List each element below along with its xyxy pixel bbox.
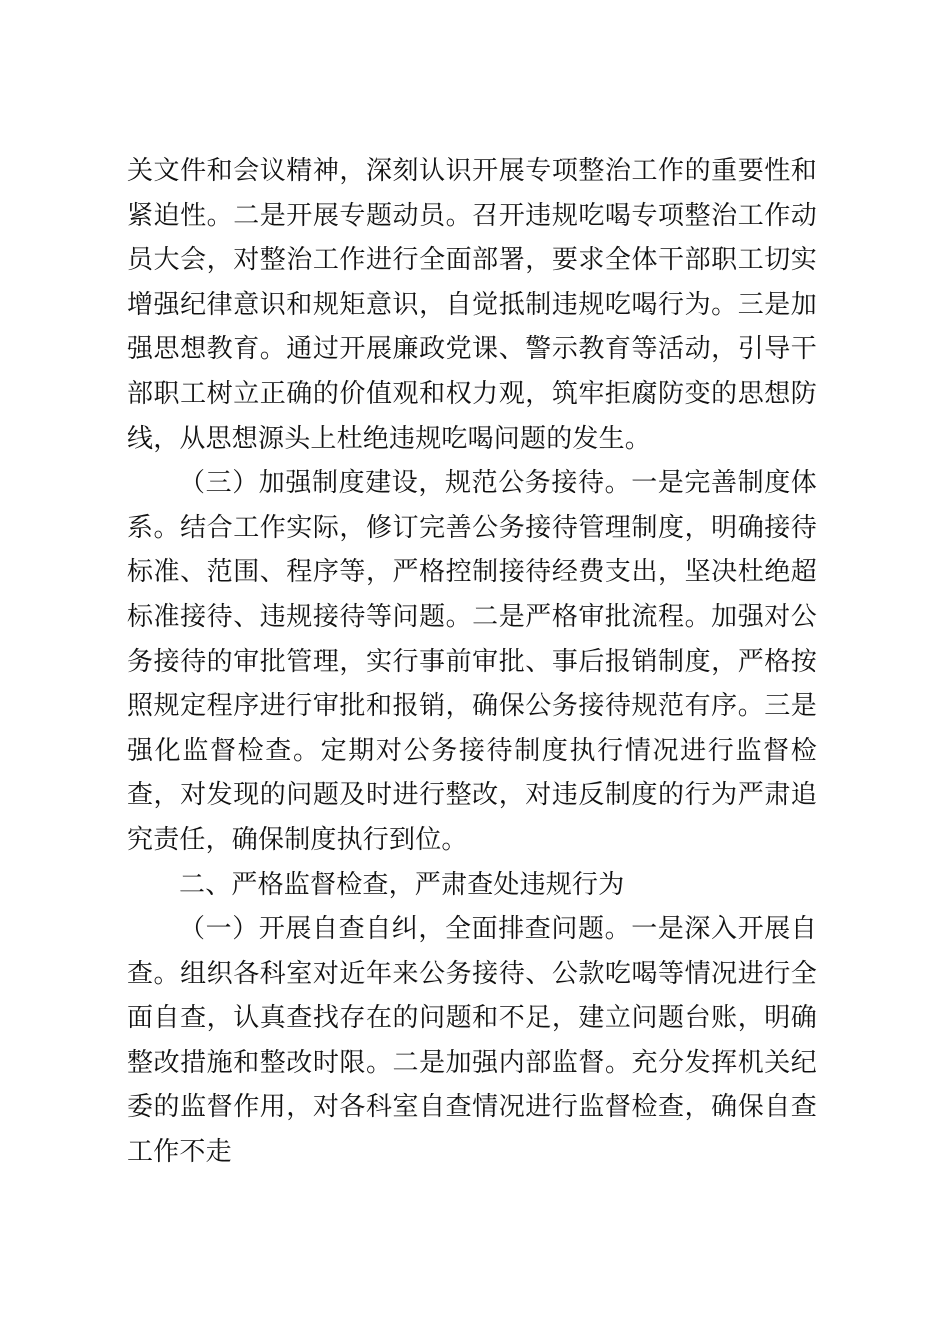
paragraph-section-3: （三）加强制度建设，规范公务接待。一是完善制度体系。结合工作实际，修订完善公务接待管理制度，明确接待标准、范围、程序等，严格控制接待经费支出，坚决杜绝超标准接待、违规接待等问题。二是严格审批流程。加强对公务接待的审批管理，实行事前审批、事后报销制度，严格按照规定程序进行审批和报销，确保公务接待规范有序。三是强化监督检查。定期对公务接待制度执行情况进行监督检查，对发现的问题及时进行整改，对违反制度的行为严肃追究责任，确保制度执行到位。 [127,468,817,855]
section-heading-2: 二、严格监督检查，严肃查处违规行为 [179,869,625,900]
paragraph-subsection-1: （一）开展自查自纠，全面排查问题。一是深入开展自查。组织各科室对近年来公务接待、公款吃喝等情况进行全面自查，认真查找存在的问题和不足，建立问题台账，明确整改措施和整改时限。二是加强内部监督。充分发挥机关纪委的监督作用，对各科室自查情况进行监督检查，确保自查工作不走 [127,914,817,1168]
document-body [127,149,817,1175]
paragraph-continuation: 关文件和会议精神，深刻认识开展专项整治工作的重要性和紧迫性。二是开展专题动员。召开违规吃喝专项整治工作动员大会，对整治工作进行全面部署，要求全体干部职工切实增强纪律意识和规矩意识，自觉抵制违规吃喝行为。三是加强思想教育。通过开展廉政党课、警示教育等活动，引导干部职工树立正确的价值观和权力观，筑牢拒腐防变的思想防线，从思想源头上杜绝违规吃喝问题的发生。 [127,156,817,454]
